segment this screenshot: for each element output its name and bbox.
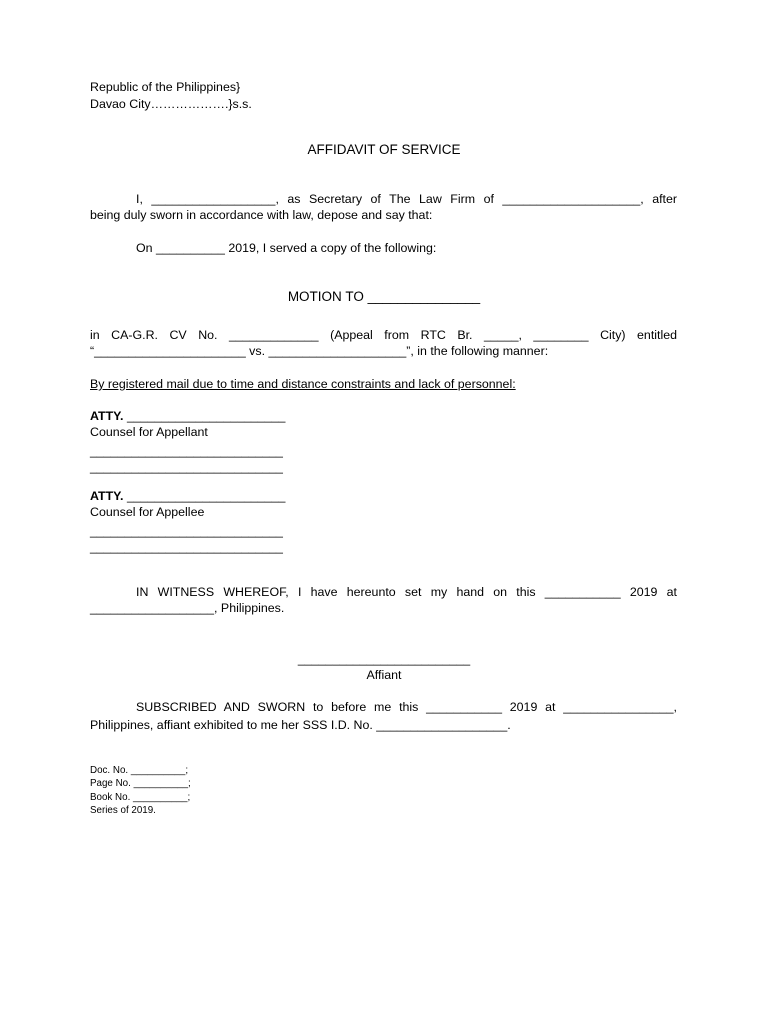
appellant-atty-blank: _______________________ <box>123 409 286 423</box>
service-date-paragraph: On __________ 2019, I served a copy of the following: <box>136 241 437 255</box>
appellant-role: Counsel for Appellant <box>90 425 208 439</box>
notary-page-no: Page No. __________; <box>90 778 191 789</box>
para1-line1: I, __________________, as Secretary of The Law Firm of ____________________, after <box>136 192 677 206</box>
affiant-signature-line: _________________________ <box>297 652 471 666</box>
appellant-atty-line <box>90 408 285 424</box>
witness-line1: IN WITNESS WHEREOF, I have hereunto set my hand on this ___________ 2019 at <box>136 585 677 599</box>
notary-book-no: Book No. __________; <box>90 792 191 803</box>
notary-doc-no: Doc. No. __________; <box>90 765 189 776</box>
appellee-address-line2: ____________________________ <box>90 540 283 554</box>
affiant-label: Affiant <box>366 668 402 682</box>
subscribed-line1: SUBSCRIBED AND SWORN to before me this ___________ 2019 at ________________, <box>136 700 677 714</box>
header-venue: Davao City……………….}s.s. <box>90 97 252 111</box>
service-mode-heading: By registered mail due to time and distance constraints and lack of personnel: <box>90 377 516 391</box>
appellee-atty-label: ATTY. <box>90 489 124 503</box>
para3-line2: “______________________ vs. ____________________”, in the following manner: <box>90 344 549 358</box>
appellant-address-line1: ____________________________ <box>90 444 283 458</box>
appellant-address-line2: ____________________________ <box>90 460 283 474</box>
para1-line2: being duly sworn in accordance with law, depose and say that: <box>90 208 433 222</box>
document-title: AFFIDAVIT OF SERVICE <box>307 142 461 157</box>
witness-line2: __________________, Philippines. <box>90 601 285 615</box>
para3-line1: in CA-G.R. CV No. _____________ (Appeal from RTC Br. _____, ________ City) entitled <box>90 328 677 342</box>
subscribed-line2: Philippines, affiant exhibited to me her SSS I.D. No. ___________________. <box>90 718 511 732</box>
motion-title: MOTION TO _______________ <box>287 289 481 304</box>
appellee-atty-blank: _______________________ <box>123 489 286 503</box>
appellant-atty-label: ATTY. <box>90 409 124 423</box>
appellee-role: Counsel for Appellee <box>90 505 205 519</box>
header-republic: Republic of the Philippines} <box>90 80 241 94</box>
appellee-atty-line <box>90 488 285 504</box>
appellee-address-line1: ____________________________ <box>90 524 283 538</box>
notary-series: Series of 2019. <box>90 805 156 816</box>
